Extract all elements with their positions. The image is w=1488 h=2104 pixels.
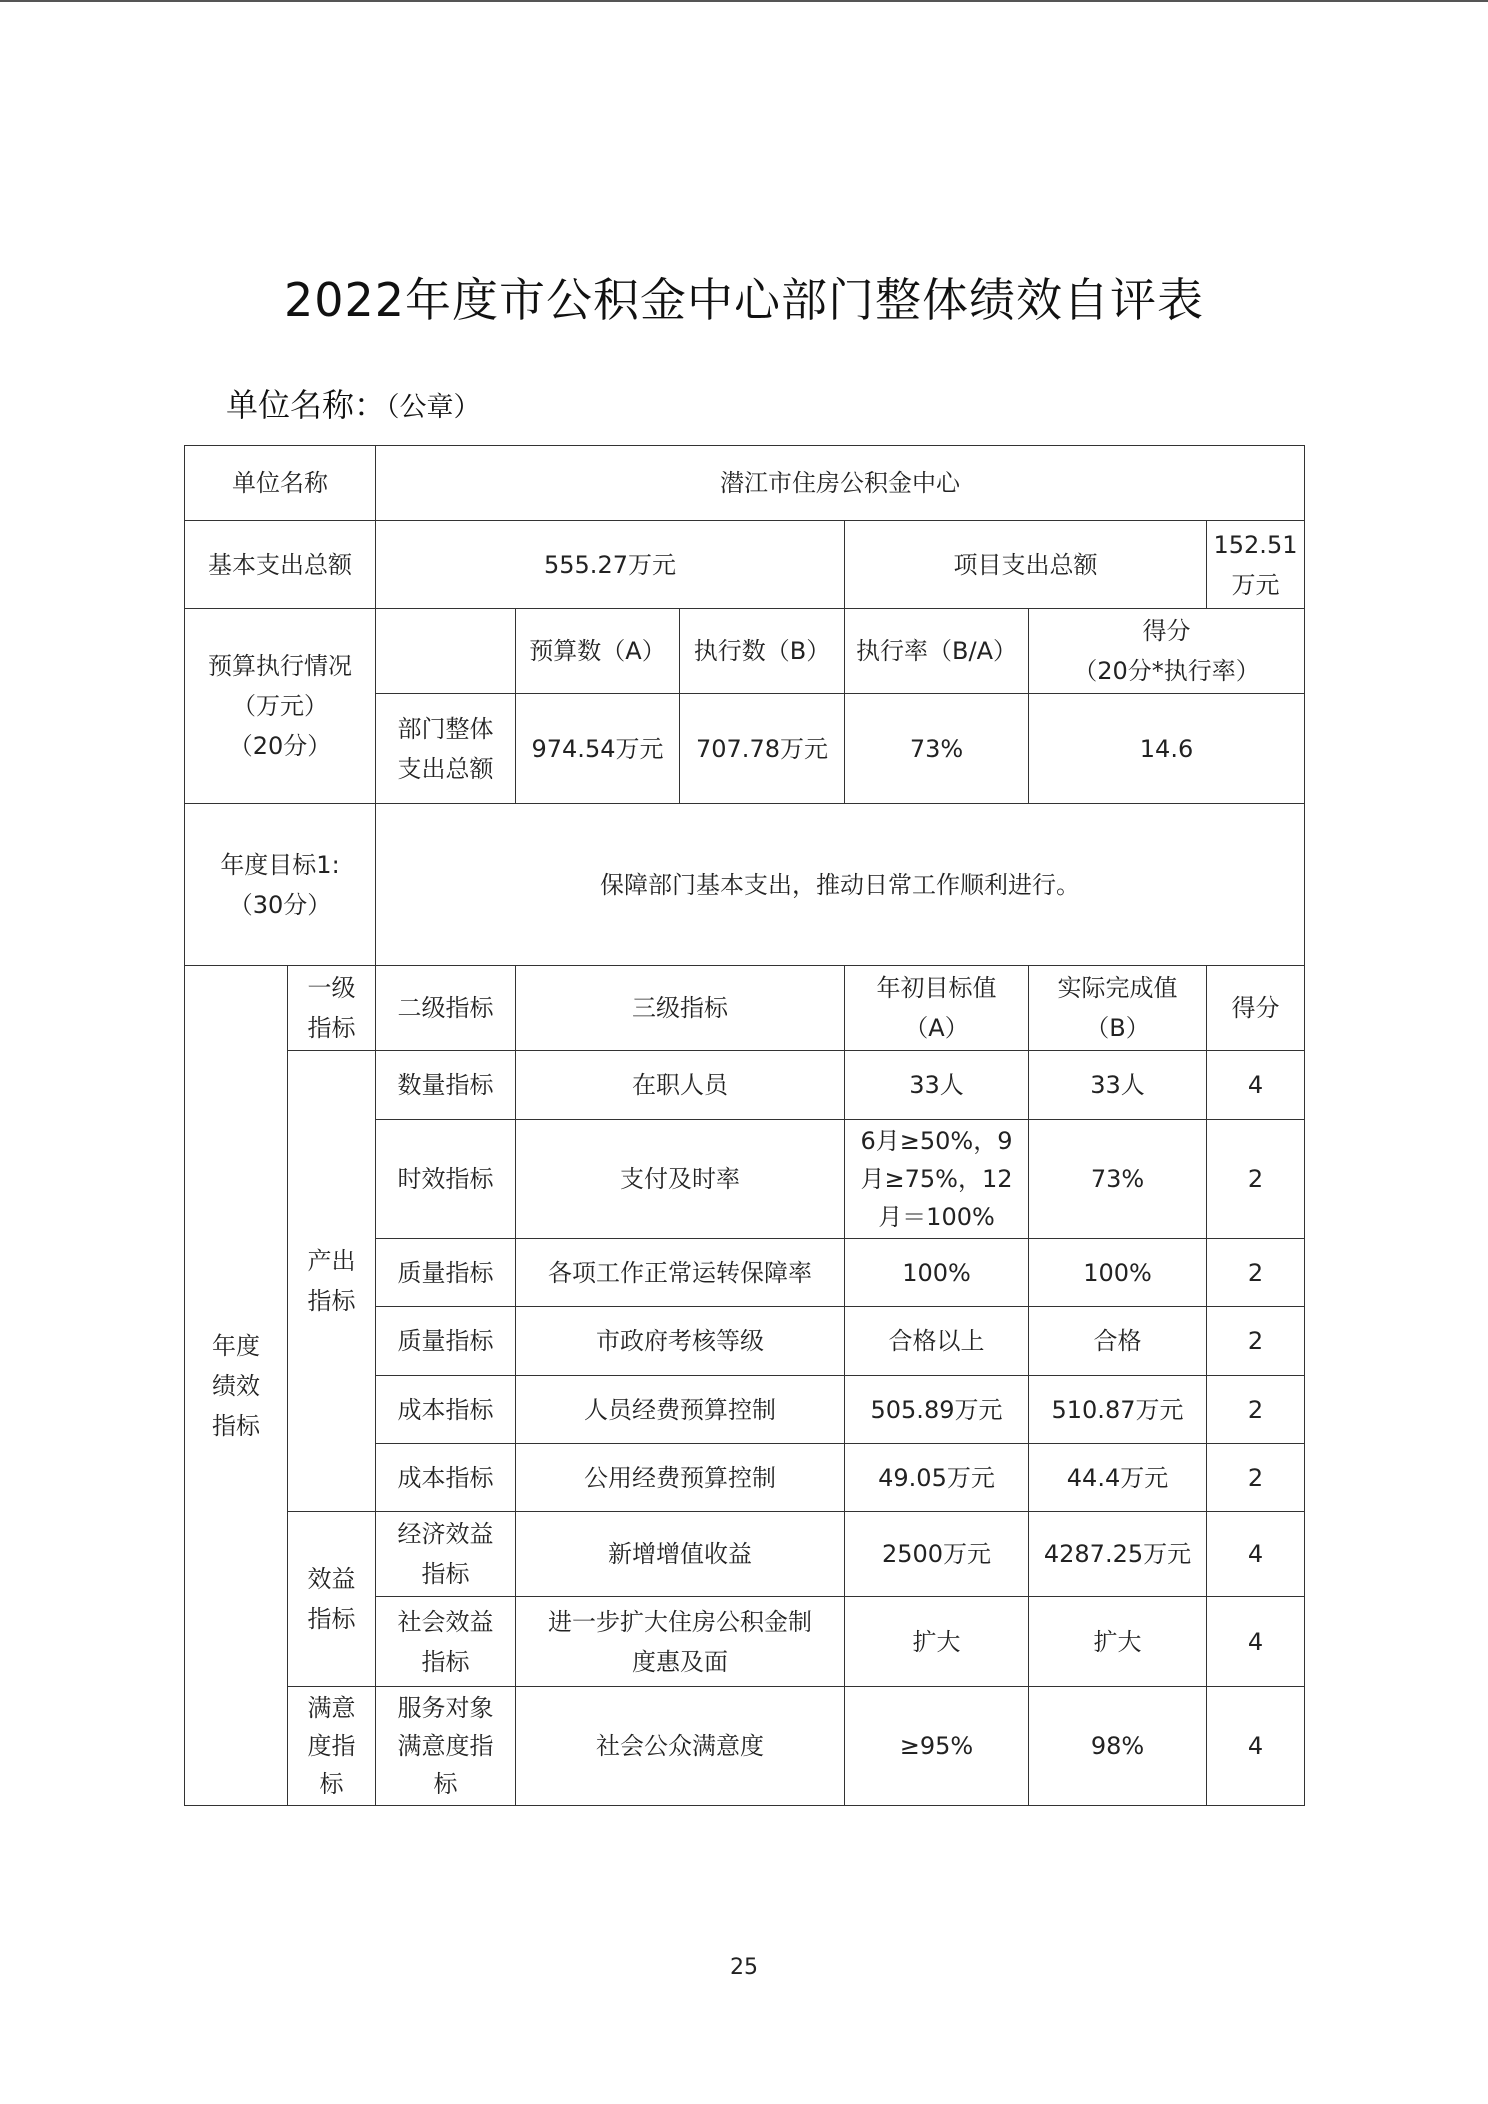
score-cell: 2 <box>1207 1120 1305 1239</box>
page-title: 2022年度市公积金中心部门整体绩效自评表 <box>283 273 1205 327</box>
level2-cell: 质量指标 <box>376 1307 516 1376</box>
benefit-indicator-label <box>288 1512 376 1687</box>
project-expense-value: 152.51万元 <box>1207 521 1305 609</box>
actual-cell: 73% <box>1029 1120 1207 1239</box>
level3-cell: 支付及时率 <box>516 1120 845 1239</box>
actual-cell: 510.87万元 <box>1029 1376 1207 1444</box>
level2-line: 满意度指 <box>397 1732 494 1760</box>
budget-value: 974.54万元 <box>516 694 680 804</box>
level2-line: 指标 <box>421 1647 470 1676</box>
basic-expense-value: 555.27万元 <box>376 521 845 609</box>
budget-col-budget: 预算数（A） <box>516 609 680 694</box>
level3-cell: 社会公众满意度 <box>516 1687 845 1806</box>
level2-cell: 数量指标 <box>376 1051 516 1120</box>
level3-line: 进一步扩大住房公积金制 <box>548 1607 812 1636</box>
budget-blank-cell <box>376 609 516 694</box>
project-expense-label: 项目支出总额 <box>845 521 1207 609</box>
level2-line: 指标 <box>421 1560 470 1588</box>
level2-cell: 时效指标 <box>376 1120 516 1239</box>
actual-cell: 扩大 <box>1029 1597 1207 1687</box>
dept-total-line: 部门整体 <box>397 714 494 743</box>
score-cell: 4 <box>1207 1597 1305 1687</box>
page-top-border <box>0 0 1488 2</box>
actual-cell: 98% <box>1029 1687 1207 1806</box>
actual-cell: 44.4万元 <box>1029 1444 1207 1512</box>
goal-label-line: （30分） <box>228 890 332 919</box>
satisfaction-label-line: 度指 <box>307 1732 356 1760</box>
benefit-label-line: 指标 <box>307 1605 356 1633</box>
unit-stamp-caption: （公章） <box>386 392 481 423</box>
level3-cell: 公用经费预算控制 <box>516 1444 845 1512</box>
satisfaction-indicator-label <box>288 1687 376 1806</box>
level2-cell: 质量指标 <box>376 1239 516 1307</box>
indicator-header-row <box>185 966 1305 1051</box>
actual-cell: 100% <box>1029 1239 1207 1307</box>
head-target-line: （A） <box>904 1014 969 1042</box>
dept-total-label <box>376 694 516 804</box>
level3-cell <box>516 1597 845 1687</box>
score-cell: 2 <box>1207 1239 1305 1307</box>
target-cell <box>845 1120 1029 1239</box>
performance-table <box>184 445 1305 1806</box>
head-level1 <box>288 966 376 1051</box>
target-cell: 33人 <box>845 1051 1029 1120</box>
head-actual <box>1029 966 1207 1051</box>
group-label-line: 绩效 <box>212 1371 260 1400</box>
budget-label-line: 预算执行情况 <box>208 652 352 680</box>
level2-cell <box>376 1597 516 1687</box>
indicator-row <box>185 1512 1305 1597</box>
target-cell: 505.89万元 <box>845 1376 1029 1444</box>
level2-cell <box>376 1512 516 1597</box>
output-label-line: 指标 <box>307 1287 356 1315</box>
group-label-line: 指标 <box>212 1411 260 1440</box>
unit-name-label: 单位名称 <box>185 446 376 521</box>
page-number: 25 <box>730 1955 758 1980</box>
level2-cell <box>376 1687 516 1806</box>
level2-line: 服务对象 <box>397 1694 494 1722</box>
expense-row <box>185 521 1305 609</box>
target-cell: 扩大 <box>845 1597 1029 1687</box>
score-cell: 4 <box>1207 1051 1305 1120</box>
budget-execution-label <box>185 609 376 804</box>
target-cell: 49.05万元 <box>845 1444 1029 1512</box>
budget-label-line: （20分） <box>228 732 332 760</box>
budget-col-exec: 执行数（B） <box>680 609 845 694</box>
dept-total-line: 支出总额 <box>397 754 494 783</box>
level2-line: 标 <box>433 1770 458 1798</box>
satisfaction-label-line: 满意 <box>307 1694 356 1722</box>
head-level3: 三级指标 <box>516 966 845 1051</box>
level2-line: 经济效益 <box>397 1520 494 1548</box>
budget-header-row <box>185 609 1305 694</box>
unit-name-value: 潜江市住房公积金中心 <box>376 446 1305 521</box>
level2-cell: 成本指标 <box>376 1444 516 1512</box>
level3-cell: 在职人员 <box>516 1051 845 1120</box>
target-cell: 100% <box>845 1239 1029 1307</box>
annual-goal-row <box>185 804 1305 966</box>
budget-col-score <box>1029 609 1305 694</box>
head-level1-line: 指标 <box>307 1014 356 1042</box>
budget-score-value: 14.6 <box>1029 694 1305 804</box>
exec-value: 707.78万元 <box>680 694 845 804</box>
indicator-row <box>185 1051 1305 1120</box>
level3-cell: 人员经费预算控制 <box>516 1376 845 1444</box>
target-line: 月≥75%，12 <box>860 1165 1013 1193</box>
annual-goal-label <box>185 804 376 966</box>
score-cell: 4 <box>1207 1512 1305 1597</box>
output-indicator-label <box>288 1051 376 1512</box>
target-cell: 2500万元 <box>845 1512 1029 1597</box>
output-label-line: 产出 <box>307 1247 356 1275</box>
level2-cell: 成本指标 <box>376 1376 516 1444</box>
score-cell: 2 <box>1207 1376 1305 1444</box>
score-cell: 2 <box>1207 1444 1305 1512</box>
head-actual-line: （B） <box>1085 1014 1150 1042</box>
head-level1-line: 一级 <box>307 974 356 1002</box>
actual-cell: 33人 <box>1029 1051 1207 1120</box>
unit-name-row <box>185 446 1305 521</box>
unit-name-line <box>226 378 481 432</box>
actual-cell: 4287.25万元 <box>1029 1512 1207 1597</box>
head-score: 得分 <box>1207 966 1305 1051</box>
satisfaction-label-line: 标 <box>319 1770 344 1798</box>
goal-label-line: 年度目标1: <box>220 850 340 879</box>
score-cell: 2 <box>1207 1307 1305 1376</box>
head-actual-line: 实际完成值 <box>1057 974 1178 1002</box>
group-label-line: 年度 <box>212 1331 260 1360</box>
indicator-row <box>185 1687 1305 1806</box>
annual-goal-text: 保障部门基本支出，推动日常工作顺利进行。 <box>376 804 1305 966</box>
level3-line: 度惠及面 <box>632 1647 728 1676</box>
target-line: 月＝100% <box>878 1203 995 1231</box>
level3-cell: 新增增值收益 <box>516 1512 845 1597</box>
budget-label-line: （万元） <box>232 692 328 720</box>
level3-cell: 各项工作正常运转保障率 <box>516 1239 845 1307</box>
head-level2: 二级指标 <box>376 966 516 1051</box>
level3-cell: 市政府考核等级 <box>516 1307 845 1376</box>
budget-col-rate: 执行率（B/A） <box>845 609 1029 694</box>
target-cell: ≥95% <box>845 1687 1029 1806</box>
score-cell: 4 <box>1207 1687 1305 1806</box>
budget-score-line: （20分*执行率） <box>1073 657 1260 685</box>
benefit-label-line: 效益 <box>307 1565 356 1593</box>
budget-score-line: 得分 <box>1142 617 1191 645</box>
head-target-line: 年初目标值 <box>876 974 997 1002</box>
target-line: 6月≥50%，9 <box>860 1127 1013 1155</box>
basic-expense-label: 基本支出总额 <box>185 521 376 609</box>
level2-line: 社会效益 <box>397 1607 494 1636</box>
head-target <box>845 966 1029 1051</box>
unit-name-caption: 单位名称： <box>226 386 387 424</box>
actual-cell: 合格 <box>1029 1307 1207 1376</box>
rate-value: 73% <box>845 694 1029 804</box>
indicator-group-label <box>185 966 288 1806</box>
target-cell: 合格以上 <box>845 1307 1029 1376</box>
